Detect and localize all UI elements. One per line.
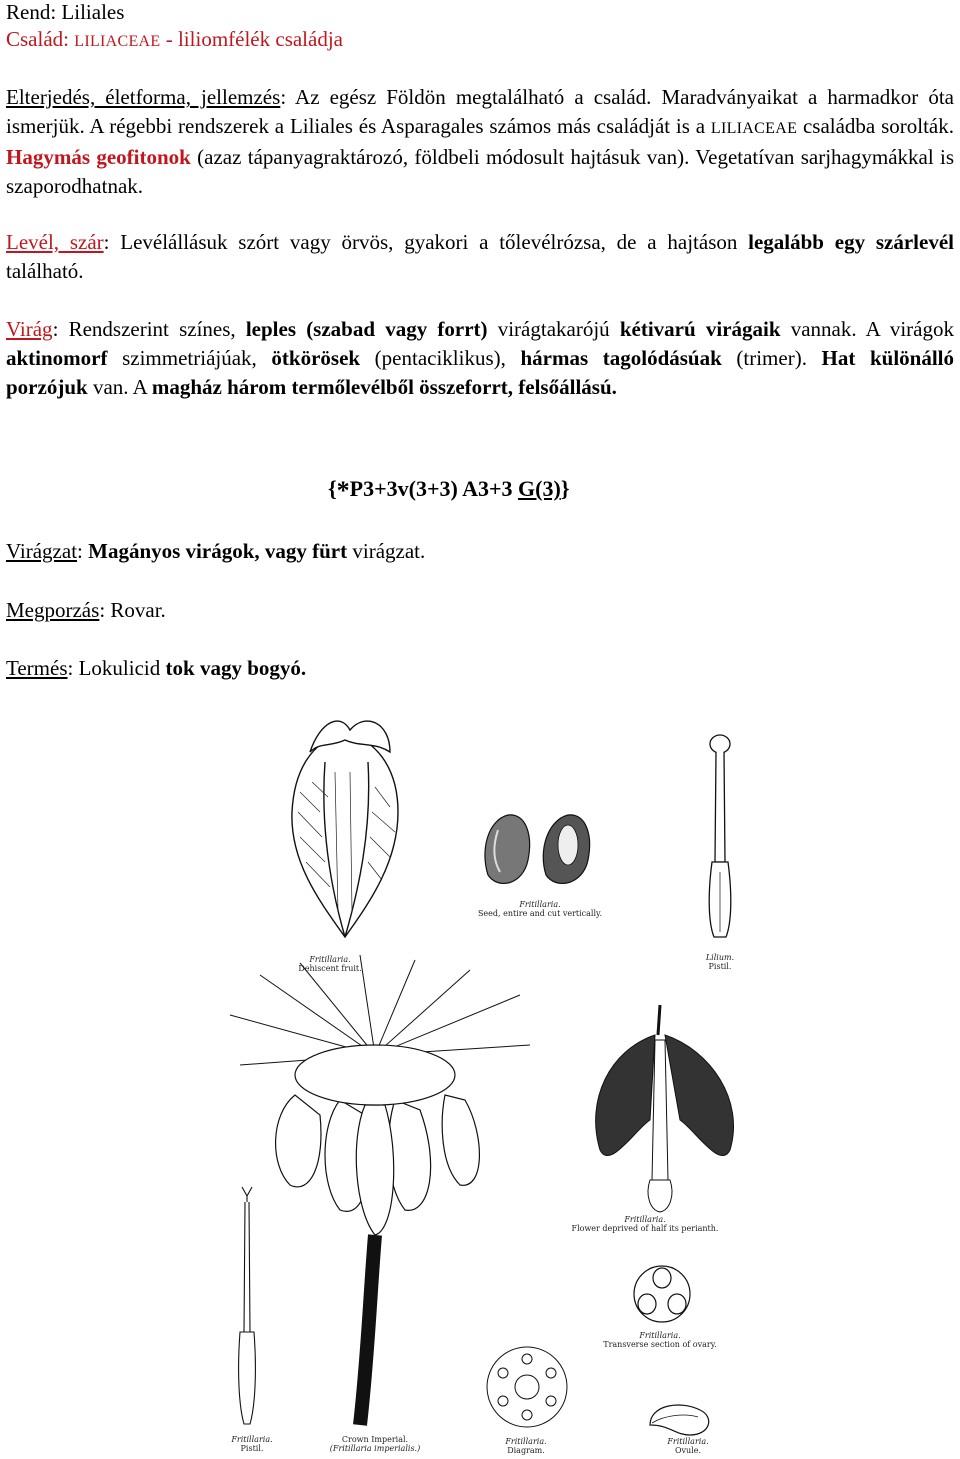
family-line: Család: LILIACEAE - liliomfélék családja [6,27,343,51]
ovary-section-illustration [622,1262,702,1327]
seed-caption: Fritillaria. Seed, entire and cut vertically. [477,900,603,918]
fruit-caption: Fritillaria. Dehiscent fruit. [298,955,362,973]
actinomorphic-symbol: * [336,476,350,505]
crown-caption: Crown Imperial. (Fritillaria imperialis.) [329,1435,421,1453]
seed-illustration [478,810,608,890]
dehiscent-fruit-illustration [250,712,440,942]
diagram-caption: Fritillaria. Diagram. [505,1437,547,1455]
distribution-label: Elterjedés, életforma, jellemzés [6,85,281,109]
distribution-paragraph: Elterjedés, életforma, jellemzés: Az egész Földön megtalálható a család. Maradványaikat a harmadkor óta ismerjük. A régebbi rendszerek a Liliales és Asparagales számos más családját is a LILIACEAE családba sorolták. Hagymás geofitonok (azaz tápanyagraktározó, földbeli módosult hajtásuk van). Vegetatívan sarjhagymákkal is szaporodhatnak. [6,85,955,198]
ovary-section-caption: Fritillaria. Transverse section of ovary. [603,1331,717,1349]
fruit-line: Termés: Lokulicid tok vagy bogyó. [6,656,307,680]
ovule-caption: Fritillaria. Ovule. [667,1437,709,1455]
ovule-illustration [640,1395,720,1440]
inflorescence-line: Virágzat: Magányos virágok, vagy fürt virágzat. [6,539,426,563]
superior-ovary-symbol: G(3) [518,476,561,501]
flower-label: Virág [6,317,53,341]
leaf-stem-paragraph: Levél, szár: Levélállásuk szórt vagy örvös, gyakori a tőlevélrózsa, de a hajtáson legalább egy szárlevél található. [6,230,954,283]
pollination-line: Megporzás: Rovar. [6,598,166,622]
half-perianth-illustration [580,1000,760,1215]
family-name: LILIACEAE [74,33,161,50]
floral-formula: {*P3+3v(3+3) A3+3 G(3)} [328,476,570,505]
flower-paragraph: Virág: Rendszerint színes, leples (szabad vagy forrt) virágtakarójú kétivarú virágaik vannak. A virágok aktinomorf szimmetriájúak, ötkörösek (pentaciklikus), hármas tagolódásúak (trimer). Hat különálló porzójuk van. A magház három termőlevélből összeforrt, felsőállású. [6,317,955,399]
fritillaria-pistil-illustration [232,1182,262,1432]
fritillaria-pistil-caption: Fritillaria. Pistil. [231,1435,273,1453]
floral-diagram-illustration [482,1345,572,1430]
half-perianth-caption: Fritillaria. Flower deprived of half its perianth. [571,1215,719,1233]
order-line: Rend: Liliales [6,0,125,24]
lilium-pistil-illustration [700,732,740,947]
leaf-stem-label: Levél, szár [6,230,104,254]
lilium-caption: Lilium. Pistil. [705,953,735,971]
